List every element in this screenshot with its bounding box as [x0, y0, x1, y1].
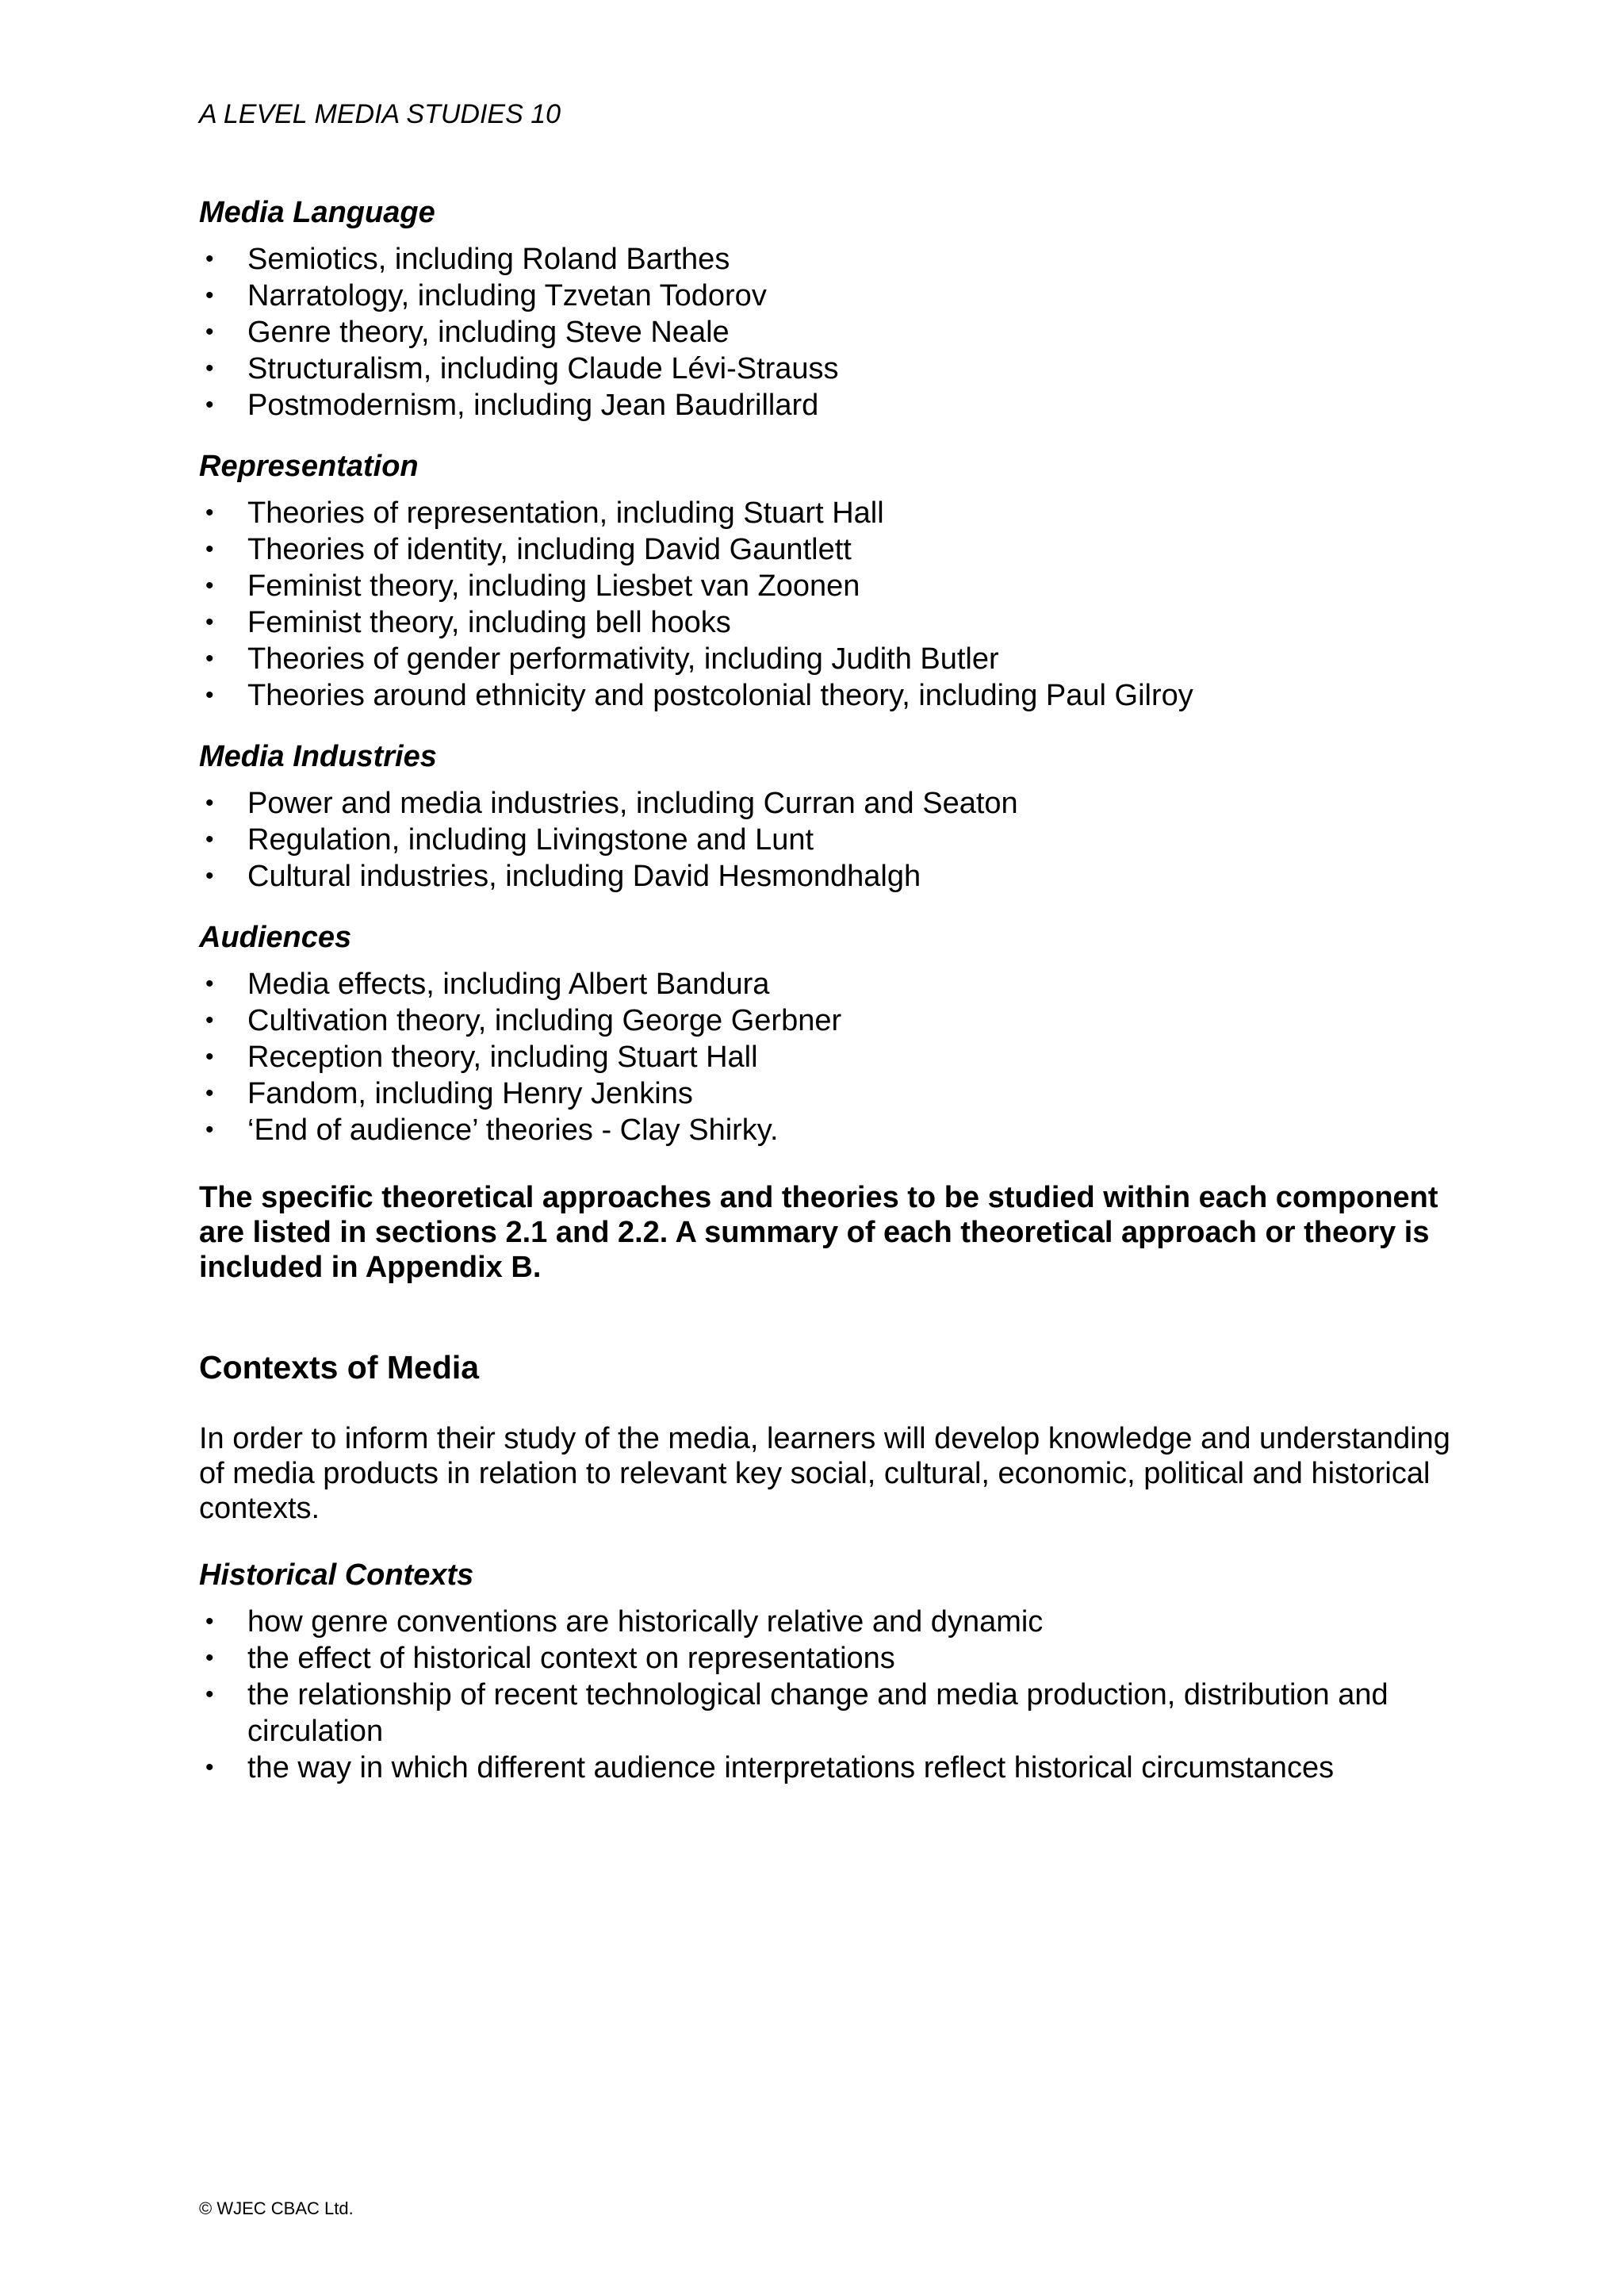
theories-note: The specific theoretical approaches and theories to be studied within each component are listed in sections 2.1 and 2.2. A summary of each theoretical approach or theory is included in Appendix B.	[199, 1181, 1438, 1284]
bullet-icon: •	[205, 863, 214, 889]
list-item: • Reception theory, including Stuart Hall	[205, 1041, 758, 1074]
list-item: • Feminist theory, including bell hooks	[205, 606, 731, 639]
running-header: A LEVEL MEDIA STUDIES 10	[199, 99, 561, 129]
copyright-footer: © WJEC CBAC Ltd.	[199, 2198, 354, 2218]
bullet-icon: •	[205, 319, 214, 345]
bullet-icon: •	[205, 790, 214, 816]
bullet-icon: •	[205, 1754, 214, 1780]
bullet-icon: •	[205, 971, 214, 997]
media-industries-list	[199, 785, 1452, 895]
bullet-icon: •	[205, 609, 214, 635]
bullet-icon: •	[205, 1080, 214, 1106]
list-item: • Media effects, including Albert Bandura	[205, 968, 770, 1001]
bullet-icon: •	[205, 1681, 214, 1708]
list-item: • Structuralism, including Claude Lévi-Strauss	[205, 352, 839, 385]
bullet-icon: •	[205, 1645, 214, 1671]
list-item: • the way in which different audience interpretations reflect historical circumstances	[205, 1751, 1335, 1784]
bullet-icon: •	[205, 826, 214, 853]
contexts-intro-paragraph: In order to inform their study of the media, learners will develop knowledge and understanding of media products in relation to relevant key social, cultural, economic, political and historical contexts.	[199, 1422, 1450, 1525]
media-language-list	[199, 241, 1452, 424]
section-heading-audiences: Audiences	[199, 921, 352, 954]
list-item: • Cultivation theory, including George Gerbner	[205, 1004, 842, 1037]
list-item: • Feminist theory, including Liesbet van Zoonen	[205, 569, 860, 603]
list-item: • Theories of representation, including Stuart Hall	[205, 496, 884, 530]
list-item: • Theories around ethnicity and postcolonial theory, including Paul Gilroy	[205, 679, 1193, 712]
section-heading-historical-contexts: Historical Contexts	[199, 1558, 474, 1592]
bullet-icon: •	[205, 1007, 214, 1033]
bullet-icon: •	[205, 355, 214, 381]
contexts-of-media-heading: Contexts of Media	[199, 1349, 480, 1386]
bullet-icon: •	[205, 392, 214, 418]
list-item: • ‘End of audience’ theories - Clay Shirky.	[205, 1114, 779, 1147]
representation-list	[199, 495, 1452, 714]
bullet-icon: •	[205, 500, 214, 526]
bullet-icon: •	[205, 536, 214, 562]
list-item: • Fandom, including Henry Jenkins	[205, 1077, 693, 1110]
section-heading-media-language: Media Language	[199, 196, 435, 229]
section-heading-representation: Representation	[199, 450, 419, 483]
list-item: • Genre theory, including Steve Neale	[205, 316, 730, 349]
list-item: • Power and media industries, including Curran and Seaton	[205, 787, 1018, 820]
bullet-icon: •	[205, 646, 214, 672]
bullet-icon: •	[205, 282, 214, 309]
bullet-icon: •	[205, 573, 214, 599]
list-item: • Cultural industries, including David Hesmondhalgh	[205, 860, 921, 893]
page-content	[199, 192, 1452, 1808]
bullet-icon: •	[205, 1117, 214, 1143]
section-heading-media-industries: Media Industries	[199, 740, 437, 773]
historical-contexts-list	[199, 1604, 1452, 1786]
list-item: • the effect of historical context on representations	[205, 1642, 895, 1675]
list-item: • Narratology, including Tzvetan Todorov	[205, 279, 767, 312]
list-item: • how genre conventions are historically relative and dynamic	[205, 1605, 1044, 1639]
audiences-list	[199, 966, 1452, 1148]
bullet-icon: •	[205, 1608, 214, 1635]
bullet-icon: •	[205, 682, 214, 708]
bullet-icon: •	[205, 1044, 214, 1070]
list-item: • the relationship of recent technological change and media production, distribution and circulation	[205, 1678, 1388, 1748]
list-item: • Theories of gender performativity, including Judith Butler	[205, 642, 999, 676]
bullet-icon: •	[205, 246, 214, 272]
list-item: • Regulation, including Livingstone and Lunt	[205, 823, 814, 857]
list-item: • Theories of identity, including David Gauntlett	[205, 533, 852, 566]
list-item: • Postmodernism, including Jean Baudrillard	[205, 389, 819, 422]
list-item: • Semiotics, including Roland Barthes	[205, 243, 730, 276]
